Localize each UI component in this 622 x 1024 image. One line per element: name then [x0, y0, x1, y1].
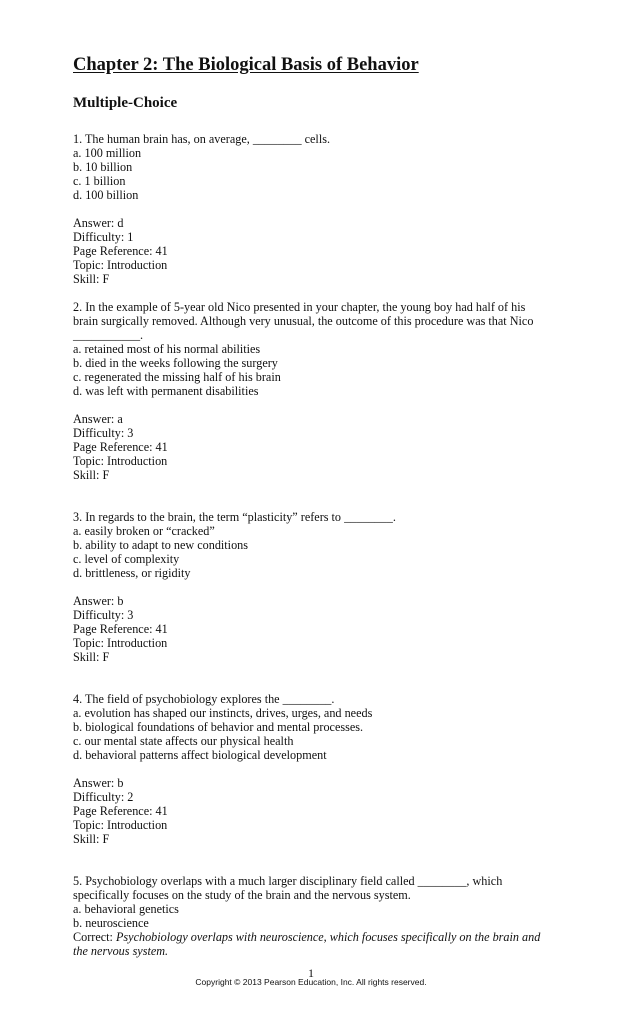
option-c: c. level of complexity	[73, 552, 180, 566]
option-a: a. easily broken or “cracked”	[73, 524, 215, 538]
option-c: c. regenerated the missing half of his brain	[73, 370, 281, 384]
question-stem: 4. The field of psychobiology explores the ________.	[73, 692, 335, 706]
page-reference: Page Reference: 41	[73, 622, 168, 636]
topic: Topic: Introduction	[73, 818, 168, 832]
correct-label: Correct:	[73, 930, 116, 944]
answer-block-2	[73, 412, 168, 482]
page-title: Chapter 2: The Biological Basis of Behavior	[73, 55, 419, 75]
option-d: d. was left with permanent disabilities	[73, 384, 259, 398]
answer: Answer: a	[73, 412, 123, 426]
option-a: a. retained most of his normal abilities	[73, 342, 261, 356]
page-reference: Page Reference: 41	[73, 244, 168, 258]
option-d: d. brittleness, or rigidity	[73, 566, 191, 580]
skill: Skill: F	[73, 468, 110, 482]
option-d: d. behavioral patterns affect biological development	[73, 748, 327, 762]
option-a: a. 100 million	[73, 146, 142, 160]
difficulty: Difficulty: 3	[73, 608, 134, 622]
answer-block-4	[73, 776, 168, 846]
question-stem: 5. Psychobiology overlaps with a much larger disciplinary field called ________, which	[73, 874, 503, 888]
option-b: b. ability to adapt to new conditions	[73, 538, 248, 552]
question-5	[73, 874, 540, 958]
option-b: b. 10 billion	[73, 160, 133, 174]
page-reference: Page Reference: 41	[73, 804, 168, 818]
skill: Skill: F	[73, 650, 110, 664]
page-reference: Page Reference: 41	[73, 440, 168, 454]
correct-feedback	[73, 930, 540, 944]
option-b: b. died in the weeks following the surgery	[73, 356, 278, 370]
difficulty: Difficulty: 2	[73, 790, 134, 804]
skill: Skill: F	[73, 272, 110, 286]
question-1	[73, 132, 330, 202]
copyright: Copyright © 2013 Pearson Education, Inc. All rights reserved.	[195, 977, 427, 987]
answer: Answer: b	[73, 594, 124, 608]
question-stem: 2. In the example of 5-year old Nico presented in your chapter, the young boy had half of his	[73, 300, 526, 314]
option-c: c. our mental state affects our physical health	[73, 734, 294, 748]
answer-block-3	[73, 594, 168, 664]
answer: Answer: d	[73, 216, 124, 230]
correct-text: the nervous system.	[73, 944, 169, 958]
topic: Topic: Introduction	[73, 258, 168, 272]
question-stem: 1. The human brain has, on average, ________ cells.	[73, 132, 330, 146]
question-stem: specifically focuses on the study of the brain and the nervous system.	[73, 888, 411, 902]
answer-block-1	[73, 216, 168, 286]
page-number: 1	[308, 966, 314, 980]
question-2	[73, 300, 533, 398]
option-a: a. behavioral genetics	[73, 902, 179, 916]
topic: Topic: Introduction	[73, 636, 168, 650]
option-b: b. biological foundations of behavior and mental processes.	[73, 720, 364, 734]
option-d: d. 100 billion	[73, 188, 139, 202]
difficulty: Difficulty: 3	[73, 426, 134, 440]
option-b: b. neuroscience	[73, 916, 149, 930]
question-stem: 3. In regards to the brain, the term “plasticity” refers to ________.	[73, 510, 396, 524]
question-stem: ___________.	[73, 328, 144, 342]
question-4	[73, 692, 372, 762]
section-heading: Multiple-Choice	[73, 95, 178, 111]
topic: Topic: Introduction	[73, 454, 168, 468]
skill: Skill: F	[73, 832, 110, 846]
answer: Answer: b	[73, 776, 124, 790]
correct-text: Psychobiology overlaps with neuroscience, which focuses specifically on the brain and	[115, 930, 541, 944]
question-stem: brain surgically removed. Although very unusual, the outcome of this procedure was that Nico	[73, 314, 534, 328]
difficulty: Difficulty: 1	[73, 230, 134, 244]
option-c: c. 1 billion	[73, 174, 126, 188]
option-a: a. evolution has shaped our instincts, drives, urges, and needs	[73, 706, 373, 720]
question-3	[73, 510, 396, 580]
